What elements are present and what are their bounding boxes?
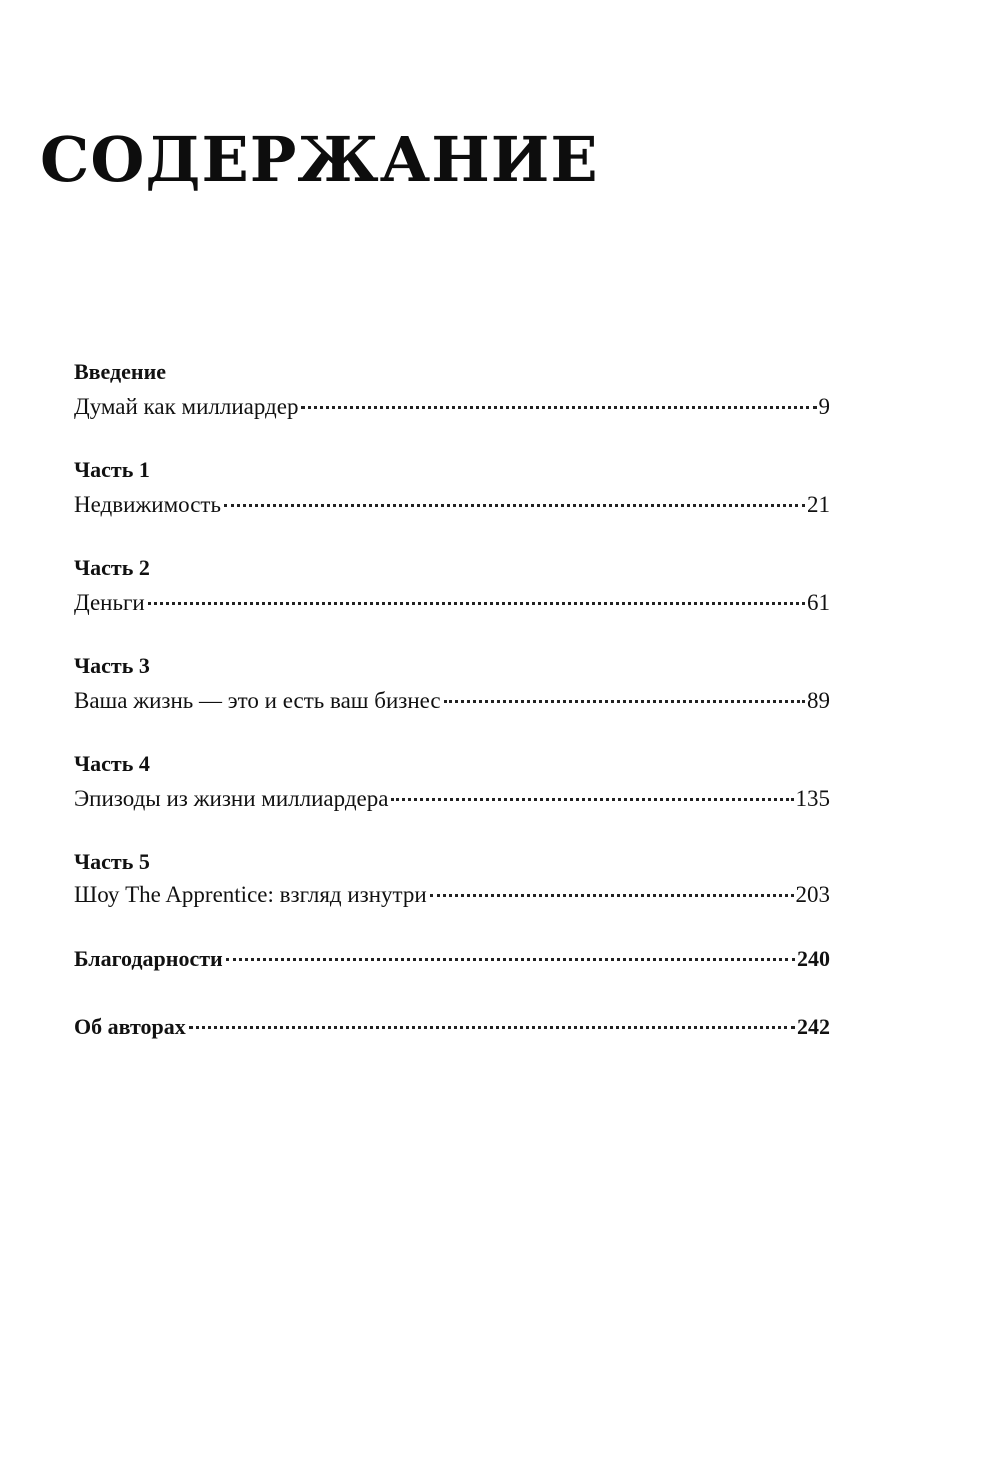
section-heading-part-3: Часть 3 — [74, 653, 150, 678]
toc-entry-page: 89 — [807, 688, 830, 713]
dot-leader — [444, 700, 805, 703]
page-title: СОДЕРЖАНИЕ — [40, 123, 599, 196]
toc-entry-page: 21 — [807, 492, 830, 517]
toc-entry-part-4 — [74, 784, 830, 814]
toc-entry-part-1 — [74, 490, 830, 520]
section-heading-part-1: Часть 1 — [74, 457, 150, 482]
dot-leader — [430, 894, 794, 897]
toc-entry-label: Об авторах — [74, 1014, 186, 1039]
toc-entry-part-2 — [74, 588, 830, 618]
toc-entry-part-5 — [74, 880, 830, 910]
dot-leader — [189, 1026, 795, 1029]
dot-leader — [301, 406, 816, 409]
section-heading-part-5: Часть 5 — [74, 849, 150, 874]
toc-entry-label: Шоу The Apprentice: взгляд изнутри — [74, 882, 427, 907]
toc-entry-page: 203 — [795, 882, 830, 907]
section-heading-part-2: Часть 2 — [74, 555, 150, 580]
dot-leader — [226, 958, 795, 961]
toc-entry-label: Эпизоды из жизни миллиардера — [74, 786, 389, 811]
dot-leader — [148, 602, 805, 605]
toc-entry-acknowledgements — [74, 944, 830, 974]
toc-entry-label: Деньги — [74, 590, 145, 615]
toc-entry-label: Недвижимость — [74, 492, 221, 517]
toc-entry-page: 242 — [797, 1014, 830, 1039]
toc-entry-label: Благодарности — [74, 946, 223, 971]
section-heading-intro: Введение — [74, 359, 167, 384]
section-heading-part-4: Часть 4 — [74, 751, 150, 776]
toc-entry-page: 240 — [797, 946, 830, 971]
dot-leader — [224, 504, 805, 507]
toc-entry-page: 61 — [807, 590, 830, 615]
toc-entry-page: 9 — [818, 394, 830, 419]
toc-entry-page: 135 — [795, 786, 830, 811]
toc-entry-about-authors — [74, 1012, 830, 1042]
toc-entry-label: Думай как миллиардер — [74, 394, 299, 419]
toc-entry-label: Ваша жизнь — это и есть ваш бизнес — [74, 688, 441, 713]
toc-entry-intro — [74, 392, 830, 422]
dot-leader — [391, 798, 793, 801]
toc-entry-part-3 — [74, 686, 830, 716]
